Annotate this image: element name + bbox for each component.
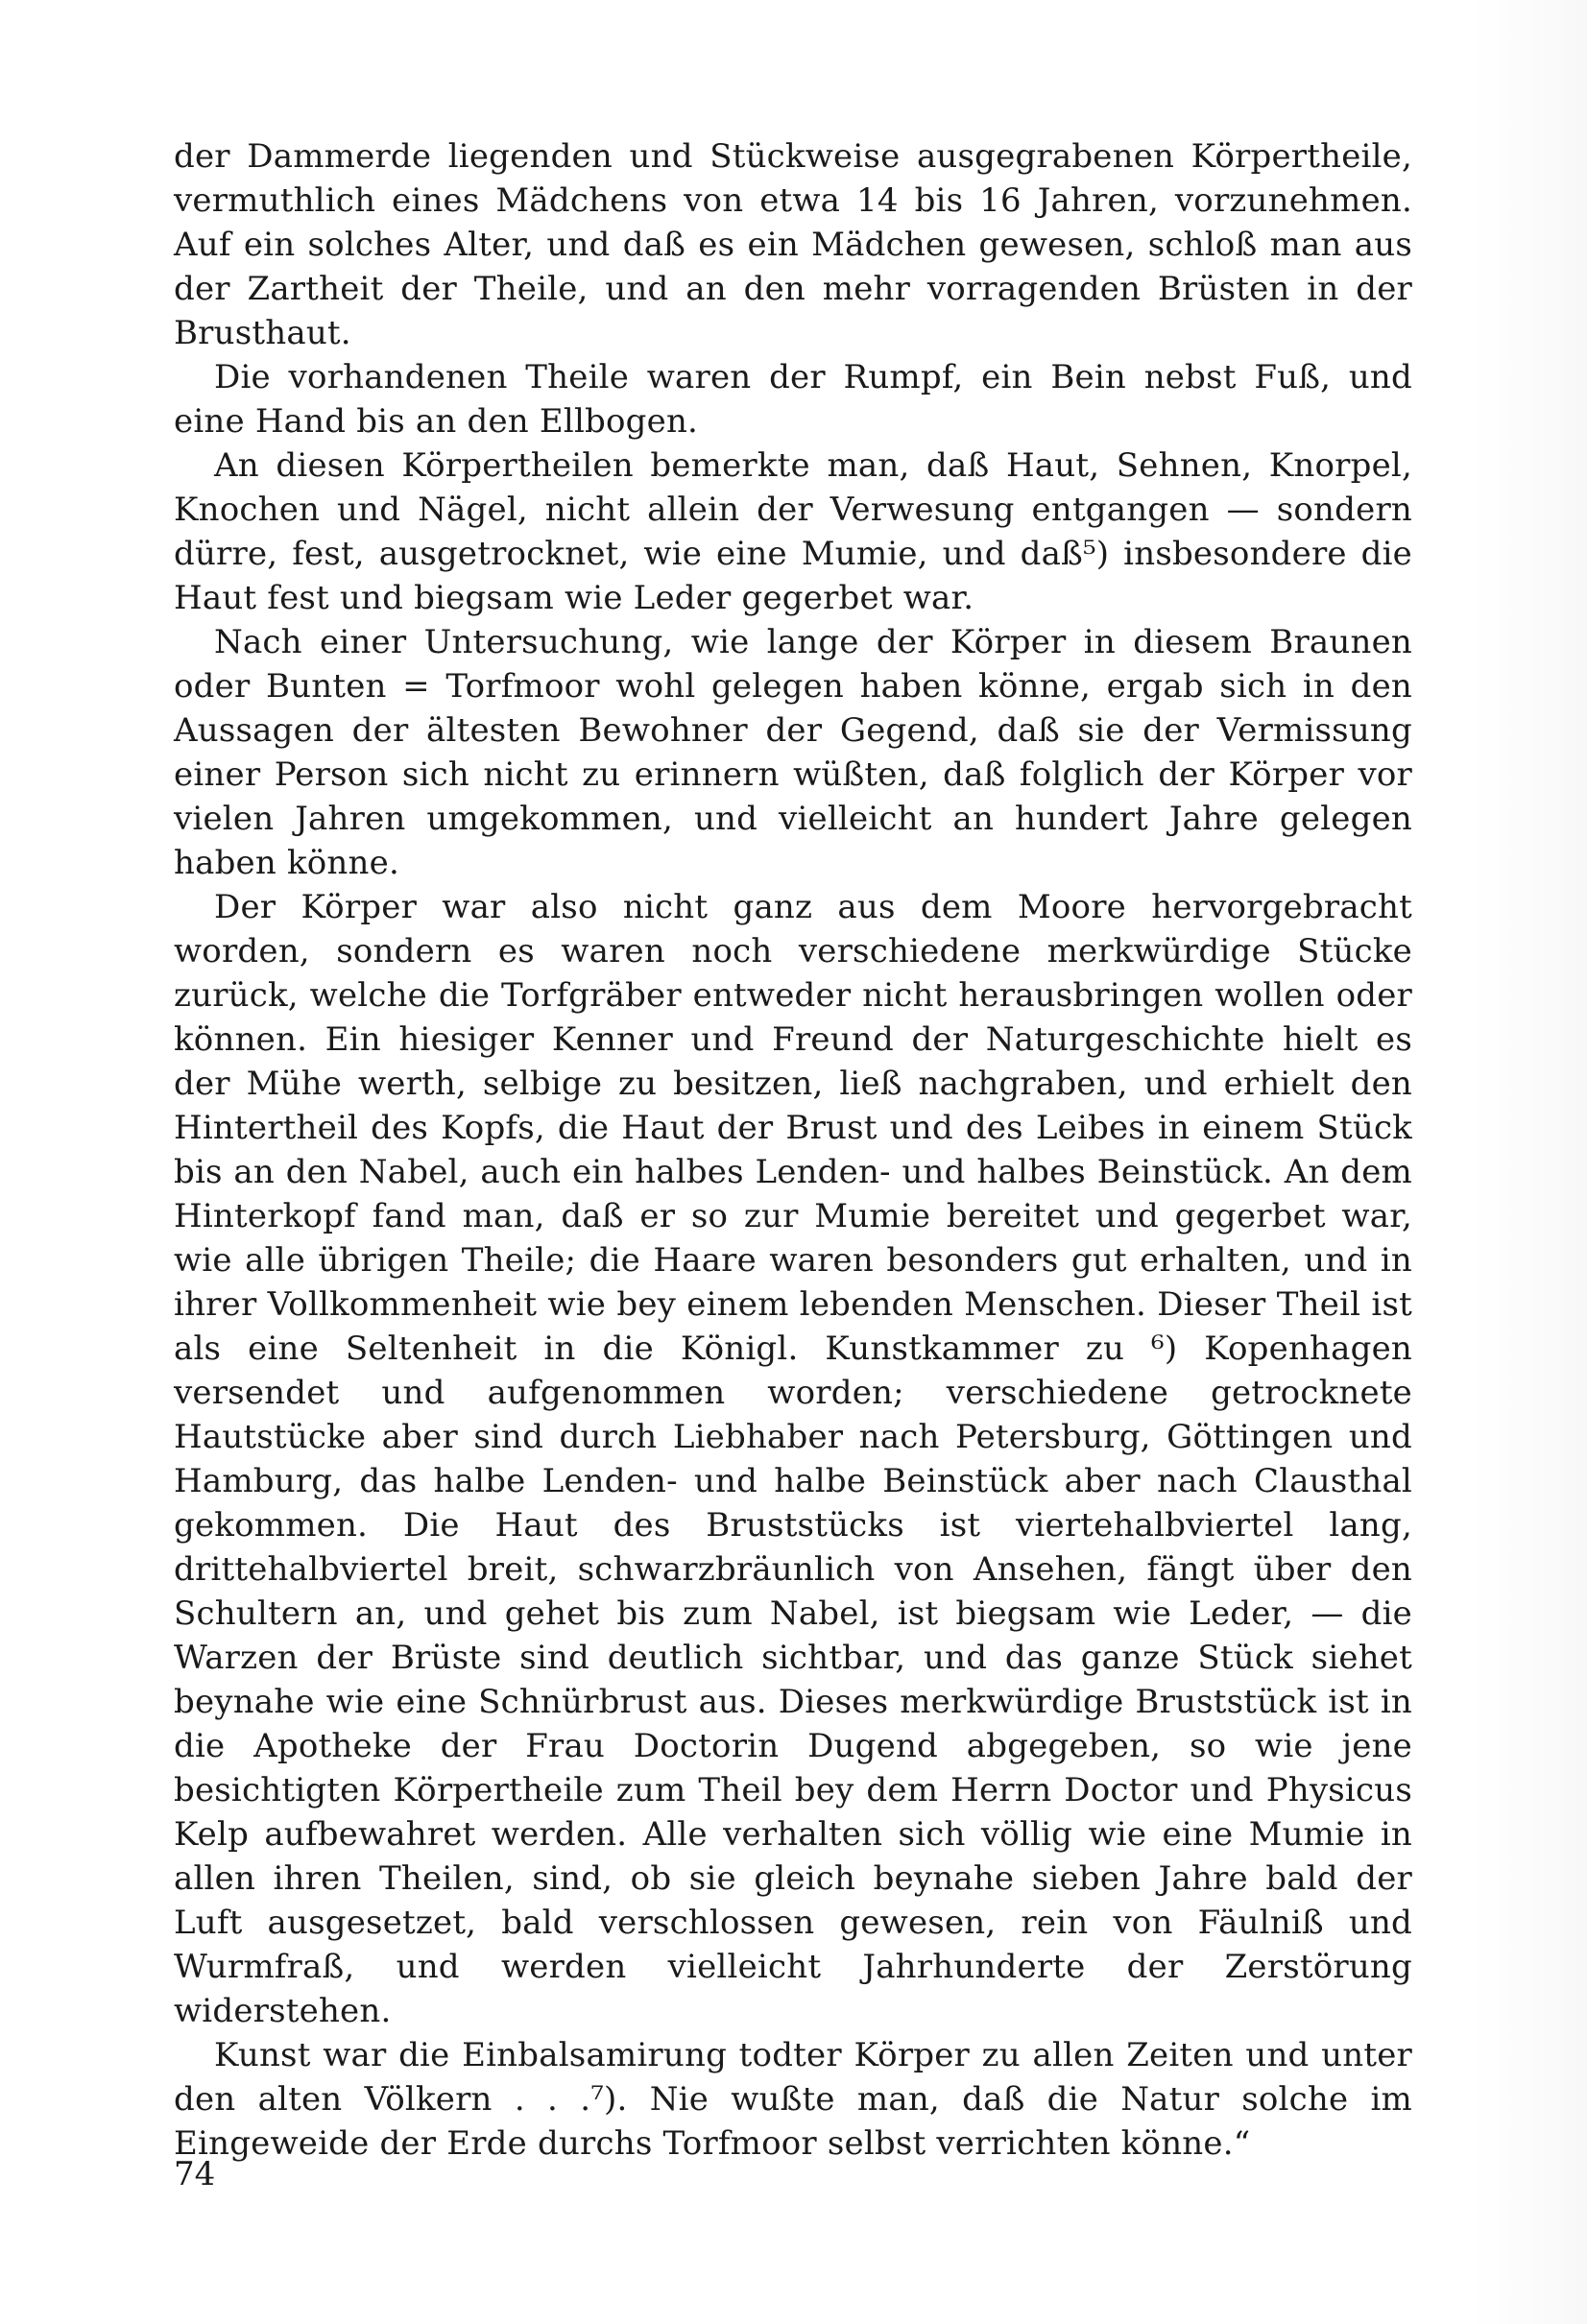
paragraph-3: An diesen Körpertheilen bemerkte man, daß Haut, Sehnen, Knorpel, Knochen und Nägel, nicht allein der Verwesung entgangen — sondern dürre, fest, ausgetrocknet, wie eine Mumie, und daß⁵) insbesondere die Haut fest und biegsam wie Leder gegerbet war. xyxy=(174,446,1412,617)
paragraph-6: Kunst war die Einbalsamirung todter Körper zu allen Zeiten und unter den alten Völkern . . .⁷). Nie wußte man, daß die Natur solche im Eingeweide der Erde durchs Torfmoor selbst verrichten könne.“ xyxy=(174,2036,1412,2163)
paragraph-5: Der Körper war also nicht ganz aus dem Moore hervorgebracht worden, sondern es waren noch verschiedene merkwürdige Stücke zurück, welche die Torfgräber entweder nicht herausbringen wollen oder können. Ein hiesiger Kenner und Freund der Naturgeschichte hielt es der Mühe werth, selbige zu besitzen, ließ nachgraben, und erhielt den Hintertheil des Kopfs, die Haut der Brust und des Leibes in einem Stück bis an den Nabel, auch ein halbes Lenden- und halbes Beinstück. An dem Hinterkopf fand man, daß er so zur Mumie bereitet und gegerbet war, wie alle übrigen Theile; die Haare waren besonders gut erhalten, und in ihrer Vollkommenheit wie bey einem lebenden Menschen. Dieser Theil ist als eine Seltenheit in die Königl. Kunstkammer zu ⁶) Kopenhagen versendet und aufgenommen worden; verschiedene getrocknete Hautstücke aber sind durch Liebhaber nach Petersburg, Göttingen und Hamburg, das halbe Lenden- und halbe Beinstück aber nach Clausthal gekommen. Die Haut des Bruststücks ist viertehalbviertel lang, drittehalbviertel breit, schwarzbräunlich von Ansehen, fängt über den Schultern an, und gehet bis zum Nabel, ist biegsam wie Leder, — die Warzen der Brüste sind deutlich sichtbar, und das ganze Stück siehet beynahe wie eine Schnürbrust aus. Dieses merkwürdige Bruststück ist in die Apotheke der Frau Doctorin Dugend abgegeben, so wie jene besichtigten Körpertheile zum Theil bey dem Herrn Doctor und Physicus Kelp aufbewahret werden. Alle verhalten sich völlig wie eine Mumie in allen ihren Theilen, sind, ob sie gleich beynahe sieben Jahre bald der Luft ausgesetzet, bald verschlossen gewesen, rein von Fäulniß und Wurmfraß, und werden vielleicht Jahrhunderte der Zerstörung widerstehen. xyxy=(174,888,1412,2030)
page-edge-shadow xyxy=(1472,0,1587,2324)
paragraph-2: Die vorhandenen Theile waren der Rumpf, ein Bein nebst Fuß, und eine Hand bis an den Ellbogen. xyxy=(174,358,1412,441)
paragraph-4: Nach einer Untersuchung, wie lange der Körper in diesem Braunen oder Bunten = Torfmoor wohl gelegen haben könne, ergab sich in den Aussagen der ältesten Bewohner der Gegend, daß sie der Vermissung einer Person sich nicht zu erinnern wüßten, daß folglich der Körper vor vielen Jahren umgekommen, und vielleicht an hundert Jahre gelegen haben könne. xyxy=(174,623,1412,882)
body-text xyxy=(174,134,1412,2166)
page-number: 74 xyxy=(174,2155,216,2193)
paragraph-1: der Dammerde liegenden und Stückweise ausgegrabenen Körpertheile, vermuthlich eines Mädchens von etwa 14 bis 16 Jahren, vorzunehmen. Auf ein solches Alter, und daß es ein Mädchen gewesen, schloß man aus der Zartheit der Theile, und an den mehr vorragenden Brüsten in der Brusthaut. xyxy=(174,137,1412,352)
